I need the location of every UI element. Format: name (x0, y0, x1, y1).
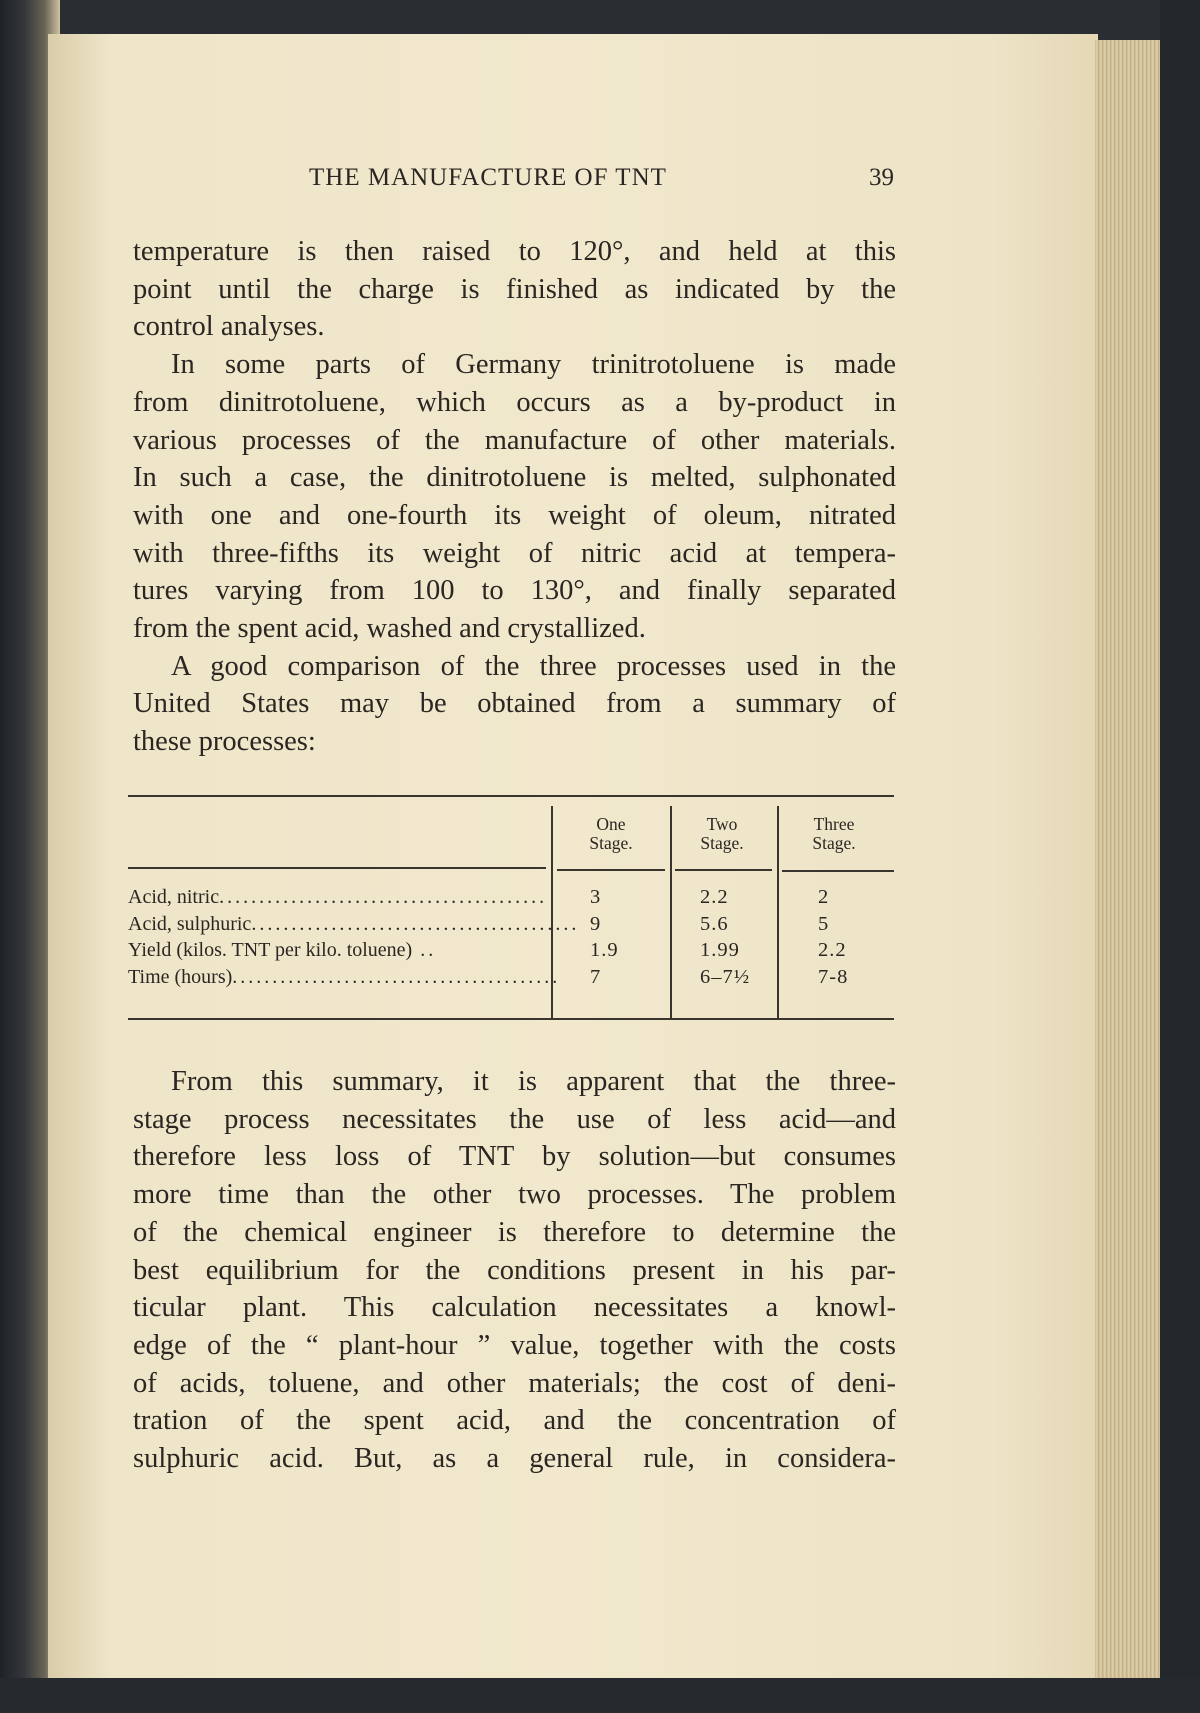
cell: 1.9 (590, 939, 619, 961)
text-line: ticular plant. This calculation necessitates a knowl- (133, 1292, 896, 1324)
text-line: various processes of the manufacture of other materials. (133, 424, 896, 456)
text-line: best equilibrium for the conditions present in his par- (133, 1254, 896, 1286)
header-rule (557, 869, 665, 871)
cell: 9 (590, 913, 602, 935)
text-line: In such a case, the dinitrotoluene is melted, sulphonated (133, 462, 896, 494)
cell: 2.2 (818, 939, 847, 961)
text-line: control analyses. (133, 311, 325, 343)
page-edges (1095, 40, 1163, 1680)
book-cover-right (1160, 0, 1200, 1713)
cell: 7-8 (818, 966, 849, 988)
text-line: of the chemical engineer is therefore to determine the (133, 1216, 896, 1248)
text-line: these processes: (133, 726, 316, 758)
text-line: sulphuric acid. But, as a general rule, in considera- (133, 1443, 896, 1475)
text-line: tration of the spent acid, and the concentration of (133, 1405, 896, 1437)
running-header: THE MANUFACTURE OF TNT (309, 164, 667, 191)
text-line: edge of the “ plant-hour ” value, together with the costs (133, 1329, 896, 1361)
text-line: with three-fifths its weight of nitric acid at tempera- (133, 537, 896, 569)
cell: 7 (590, 966, 602, 988)
column-header-one-stage: One Stage. (589, 814, 633, 853)
text-line: stage process necessitates the use of less acid—and (133, 1103, 896, 1135)
text-line: with one and one-fourth its weight of oleum, nitrated (133, 499, 896, 531)
row-label: Acid, nitric (128, 886, 220, 908)
cell: 2.2 (700, 886, 729, 908)
cell: 5.6 (700, 913, 729, 935)
cell: 1.99 (700, 939, 740, 961)
text-line: from the spent acid, washed and crystallized. (133, 613, 646, 645)
cell: 5 (818, 913, 830, 935)
text-line: from dinitrotoluene, which occurs as a by-product in (133, 386, 896, 418)
table-top-rule (128, 795, 894, 797)
header-rule (782, 870, 894, 872)
text-line: United States may be obtained from a summary of (133, 688, 896, 720)
text-line: point until the charge is finished as indicated by the (133, 273, 896, 305)
cell: 2 (818, 886, 830, 908)
book-cover-bottom (0, 1678, 1200, 1713)
header-rule (675, 869, 772, 871)
row-label: Yield (kilos. TNT per kilo. toluene) (128, 939, 413, 961)
cell: 6–7½ (700, 966, 751, 988)
row-label: Acid, sulphuric (128, 913, 252, 935)
row-label: Time (hours) (128, 966, 233, 988)
text-line: From this summary, it is apparent that the three- (171, 1066, 896, 1097)
body-text-bottom (133, 1063, 896, 1478)
text-line: In some parts of Germany trinitrotoluene is made (171, 349, 896, 381)
text-line: A good comparison of the three processes used in the (171, 650, 896, 682)
column-header-three-stage: Three Stage. (812, 814, 856, 853)
cell: 3 (590, 886, 602, 908)
text-line: therefore less loss of TNT by solution—but consumes (133, 1141, 896, 1173)
table-bottom-rule (128, 1018, 894, 1020)
page-number: 39 (869, 164, 894, 191)
text-line: more time than the other two processes. The problem (133, 1179, 896, 1211)
text-line: of acids, toluene, and other materials; the cost of deni- (133, 1367, 896, 1399)
header-rule (128, 867, 546, 869)
column-header-two-stage: Two Stage. (700, 814, 744, 853)
column-divider (777, 806, 779, 1018)
text-line: tures varying from 100 to 130°, and finally separated (133, 575, 896, 607)
body-text-top (133, 233, 896, 761)
text-line: temperature is then raised to 120°, and held at this (133, 236, 896, 267)
